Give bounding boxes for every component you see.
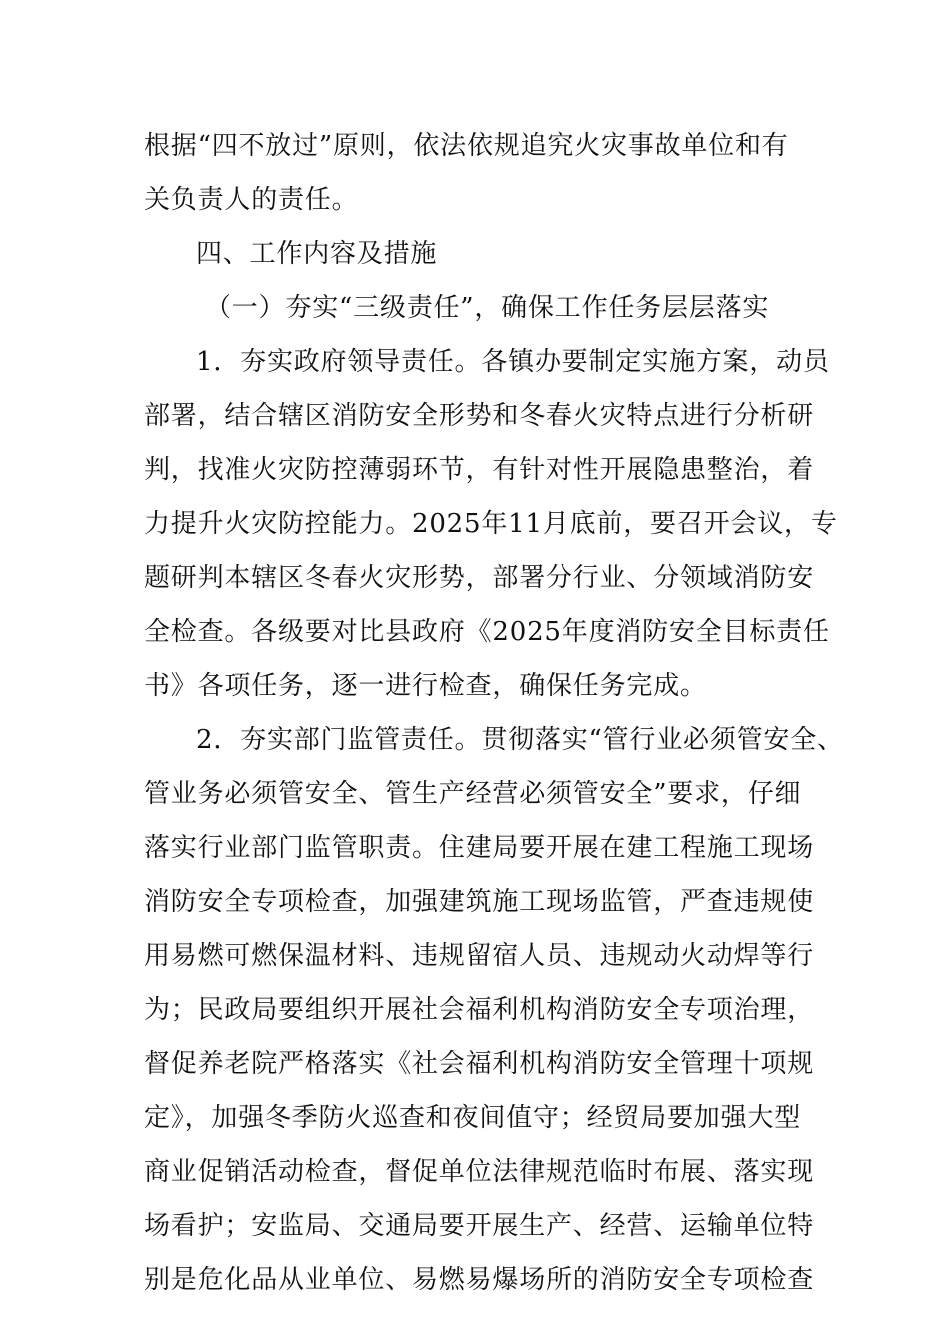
text-line: 根据“四不放过”原则，依法依规追究火灾事故单位和有 <box>144 131 789 161</box>
text-line: 别是危化品从业单位、易燃易爆场所的消防安全专项检查 <box>144 1265 815 1295</box>
text-line: 判，找准火灾防控薄弱环节，有针对性开展隐患整治，着 <box>144 455 815 485</box>
text-line: 关负责人的责任。 <box>144 185 359 215</box>
text-line: 为；民政局要组织开展社会福利机构消防安全专项治理， <box>144 995 815 1025</box>
text-line: 用易燃可燃保温材料、违规留宿人员、违规动火动焊等行 <box>144 941 815 971</box>
text-line: 消防安全专项检查，加强建筑施工现场监管，严查违规使 <box>144 887 815 917</box>
text-line: 部署，结合辖区消防安全形势和冬春火灾特点进行分析研 <box>144 401 815 431</box>
text-line: 2．夯实部门监管责任。贯彻落实“管行业必须管安全、 <box>196 725 844 755</box>
text-line: 场看护；安监局、交通局要开展生产、经营、运输单位特 <box>144 1211 815 1241</box>
text-line: 力提升火灾防控能力。2025年11月底前，要召开会议，专 <box>144 509 838 539</box>
text-line: 1．夯实政府领导责任。各镇办要制定实施方案，动员 <box>196 347 830 377</box>
text-line: 全检查。各级要对比县政府《2025年度消防安全目标责任 <box>144 617 830 647</box>
text-line: 督促养老院严格落实《社会福利机构消防安全管理十项规 <box>144 1049 815 1079</box>
text-line: 管业务必须管安全、管生产经营必须管安全”要求，仔细 <box>144 779 802 809</box>
section-heading: 四、工作内容及措施 <box>196 239 438 269</box>
text-line: 书》各项任务，逐一进行检查，确保任务完成。 <box>144 671 707 701</box>
text-line: 题研判本辖区冬春火灾形势，部署分行业、分领域消防安 <box>144 563 815 593</box>
subsection-heading: （一）夯实“三级责任”，确保工作任务层层落实 <box>205 293 770 323</box>
text-line: 落实行业部门监管职责。住建局要开展在建工程施工现场 <box>144 833 815 863</box>
text-line: 定》，加强冬季防火巡查和夜间值守；经贸局要加强大型 <box>144 1103 802 1133</box>
text-line: 商业促销活动检查，督促单位法律规范临时布展、落实现 <box>144 1157 815 1187</box>
